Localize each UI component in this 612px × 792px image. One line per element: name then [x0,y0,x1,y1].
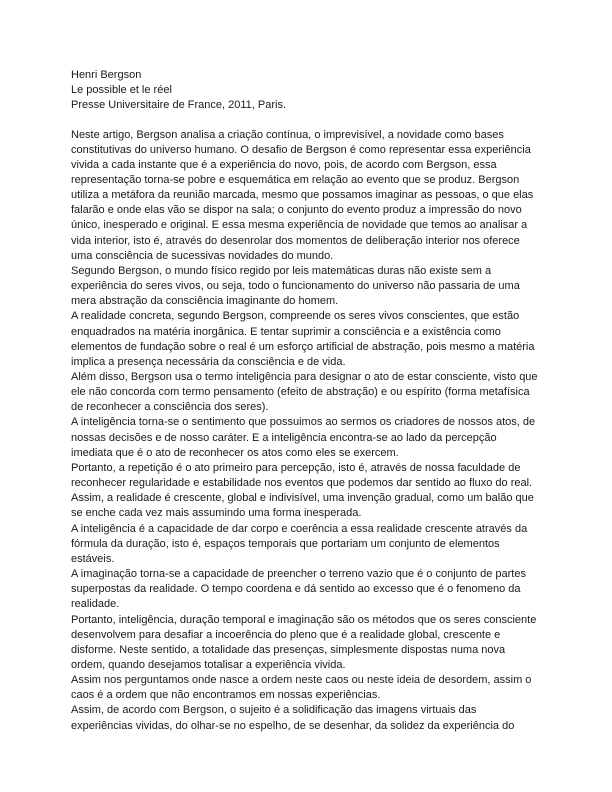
text-line: caos é a ordem que não encontramos em nossas experiências. [71,689,381,702]
text-line: nossas decisões e de nosso caráter. E a inteligência encontra-se ao lado da percepção [71,431,497,444]
text-line: vivida a cada instante que é a experiência do novo, pois, de acordo com Bergson, essa [71,158,497,171]
text-line: único, inesperado e original. E essa mesma experiência de novidade que temos ao analisar a [71,219,528,232]
text-line: utiliza a metáfora da reunião marcada, mesmo que possamos imaginar as pessoas, o que elas [71,189,534,202]
text-line: Assim nos perguntamos onde nasce a ordem neste caos ou neste ideia de desordem, assim o [71,674,532,687]
text-line: superpostas da realidade. O tempo coordena e dá sentido ao excesso que é o fenomeno da [71,583,521,596]
text-line: vida interior, isto é, através do desenrolar dos momentos de deliberação interior nos oferece [71,234,520,247]
text-line: experiência do seres vivos, ou seja, todo o funcionamento do universo não passaria de uma [71,280,520,293]
text-line: elementos de fundação sobre o real é um esforço artificial de abstração, pois mesmo a matéria [71,340,535,353]
text-line: fórmula da duração, isto é, espaços temporais que portariam um conjunto de elementos [71,537,500,550]
text-line: A realidade concreta, segundo Bergson, compreende os seres vivos conscientes, que estão [71,310,520,323]
text-line: representação torna-se pobre e esquemática em relação ao evento que se produz. Bergson [71,173,520,186]
text-line: constitutivas do universo humano. O desafio de Bergson é como representar essa experiência [71,143,531,156]
text-line: imediata que é o ato de reconhecer os atos como eles se exercem. [71,446,399,459]
text-line: A inteligência é a capacidade de dar corpo e coerência a essa realidade crescente através da [71,522,528,535]
text-line: reconhecer regularidade e estabilidade nos eventos que podemos dar sentido ao fluxo do real. [71,477,533,490]
publisher-info: Presse Universitaire de France, 2011, Paris. [71,99,286,112]
text-line: ele não concorda com termo pensamento (efeito de abstração) e ou espírito (forma metafísica [71,386,530,399]
text-line: Portanto, inteligência, duração temporal e imaginação são os métodos que os seres consciente [71,613,537,626]
author-name: Henri Bergson [71,69,142,81]
text-line: Assim, a realidade é crescente, global e indivisível, uma invenção gradual, como um balão que [71,492,534,505]
text-line: uma consciência de sucessivas novidades do mundo. [71,249,334,262]
text-line: Assim, de acordo com Bergson, o sujeito é a solidificação das imagens virtuais das [71,704,477,717]
book-title: Le possible et le réel [71,84,172,97]
text-line: Neste artigo, Bergson analisa a criação contínua, o imprevisível, a novidade como bases [71,128,504,141]
text-line: realidade. [71,598,120,611]
text-line: implica a presença necessária da consciência e de vida. [71,355,346,368]
text-line: Portanto, a repetição é o ato primeiro para percepção, isto é, através de nossa faculdade de [71,461,521,474]
text-line: Além disso, Bergson usa o termo inteligência para designar o ato de estar consciente, visto que [71,371,538,383]
text-line: A imaginação torna-se a capacidade de preencher o terreno vazio que é o conjunto de partes [71,568,526,581]
text-line: enquadrados na matéria inorgânica. E tentar suprimir a consciência e a existência como [71,325,501,338]
text-line: disforme. Neste sentido, a totalidade das presenças, simplesmente dispostas numa nova [71,643,506,656]
text-line: de reconhecer a consciência dos seres). [71,401,269,414]
text-line: falarão e onde elas vão se dispor na sala; o conjunto do evento produz a impressão do novo [71,204,522,217]
text-line: A inteligência torna-se o sentimento que possuimos ao sermos os criadores de nossos atos, de [71,416,536,429]
text-line: desenvolvem para desafiar a incoerência do pleno que é a realidade global, crescente e [71,628,501,641]
text-line: mera abstração da consciência imaginante do homem. [71,295,339,308]
bibliographic-header [71,68,286,113]
text-line: se enche cada vez mais assumindo uma forma inesperada. [71,507,362,520]
text-line: experiências vividas, do olhar-se no espelho, de se desenhar, da solidez da experiência do [71,719,515,732]
body-text [71,128,541,734]
text-line: estáveis. [71,552,115,565]
text-line: Segundo Bergson, o mundo físico regido por leis matemáticas duras não existe sem a [71,264,492,277]
text-line: ordem, quando desejamos totalisar a experiência vivida. [71,658,346,671]
